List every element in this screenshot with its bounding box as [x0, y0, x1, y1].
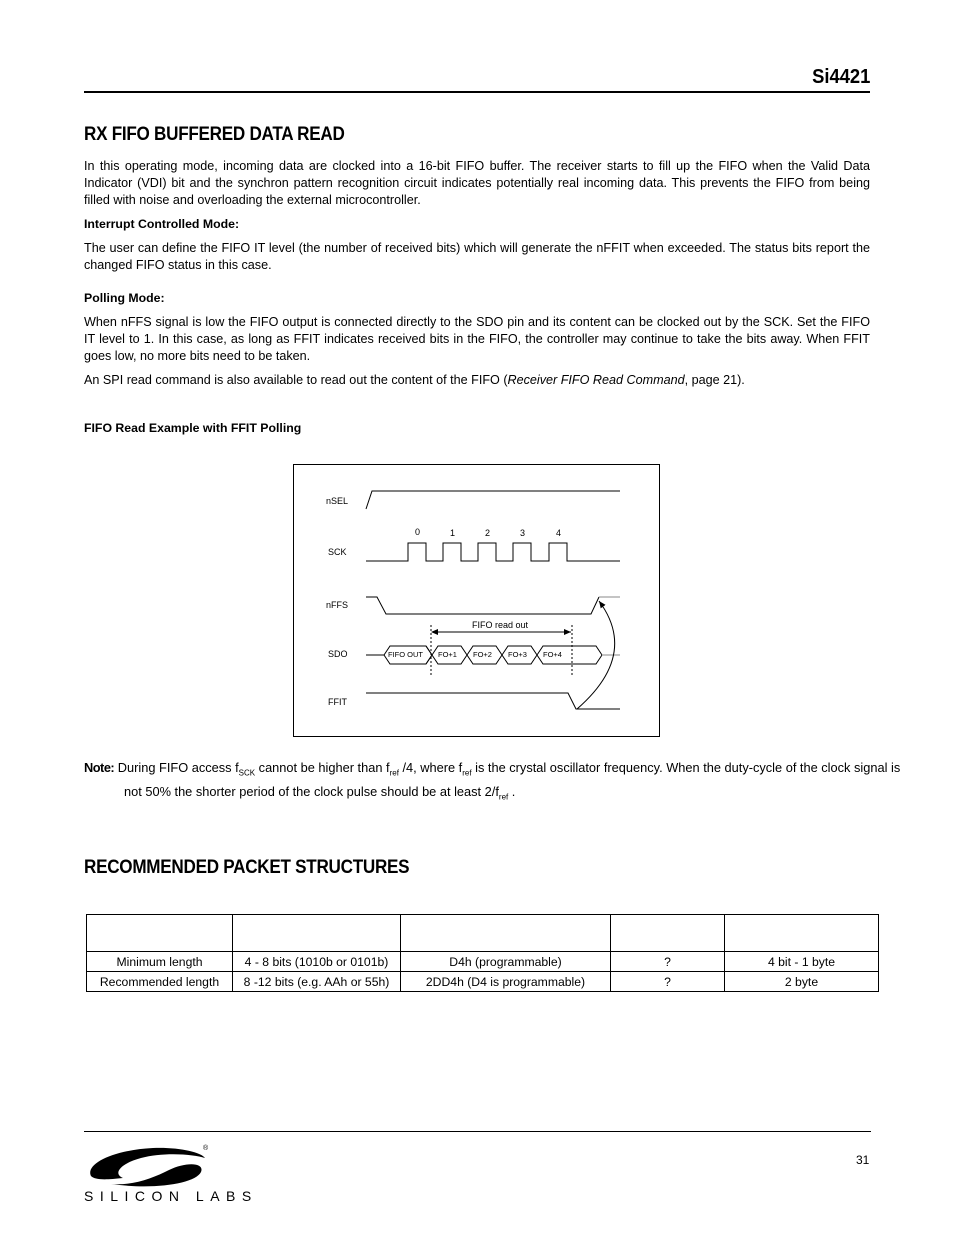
- spi-read-paragraph: [84, 372, 870, 389]
- interrupt-mode-heading: Interrupt Controlled Mode:: [84, 217, 240, 231]
- table-row: [87, 952, 879, 972]
- table-header-cell: [87, 915, 233, 952]
- interrupt-mode-paragraph: The user can define the FIFO IT level (the number of received bits) which will generate the nFFIT when exceeded. The status bits report the changed FIFO status in this case.: [84, 241, 870, 272]
- table-cell: 4 bit - 1 byte: [725, 952, 879, 972]
- note-part: During FIFO access f: [114, 760, 239, 775]
- sdo-label-fo4: FO+4: [543, 650, 562, 659]
- packet-structure-table: [86, 914, 879, 992]
- example-heading: FIFO Read Example with FFIT Polling: [84, 421, 302, 435]
- sdo-label-fifo-out: FIFO OUT: [388, 650, 423, 659]
- logo-swoosh-bottom: [111, 1164, 202, 1186]
- nffs-waveform: [366, 597, 599, 614]
- polling-mode-heading: Polling Mode:: [84, 291, 165, 305]
- signal-label-sdo: SDO: [328, 649, 348, 659]
- table-cell: Minimum length: [87, 952, 233, 972]
- signal-label-sck: SCK: [328, 547, 347, 557]
- spi-text-pre: An SPI read command is also available to read out the content of the FIFO (: [84, 373, 508, 387]
- header-rule: [84, 91, 870, 93]
- section-heading-packet-structures: RECOMMENDED PACKET STRUCTURES: [84, 857, 410, 878]
- table-cell: 8 -12 bits (e.g. AAh or 55h): [233, 972, 401, 992]
- footer-rule: [84, 1131, 871, 1132]
- table-cell: 2DD4h (D4 is programmable): [401, 972, 611, 992]
- sdo-label-fo2: FO+2: [473, 650, 492, 659]
- spi-text-post: , page 21).: [684, 373, 745, 387]
- section-heading-rx-fifo: RX FIFO BUFFERED DATA READ: [84, 124, 345, 145]
- page-number: 31: [856, 1153, 870, 1167]
- clock-label-3: 3: [520, 528, 526, 538]
- note-part: /4, where f: [398, 760, 463, 775]
- timing-diagram: [293, 464, 660, 737]
- note-text: [84, 759, 914, 806]
- table-cell: ?: [611, 972, 725, 992]
- table-cell: 4 - 8 bits (1010b or 0101b): [233, 952, 401, 972]
- nsel-waveform: [366, 491, 620, 509]
- polling-mode-paragraph: When nFFS signal is low the FIFO output is connected directly to the SDO pin and its content can be clocked out by the SCK. Set the FIFO IT level to 1. In this case, as long as FFIT indicates received bits in the FIFO, the controller may continue to take the bits away. When FFIT goes low, no more bits need to be taken.: [84, 315, 870, 363]
- note-subscript: SCK: [238, 768, 256, 778]
- signal-label-ffit: FFIT: [328, 697, 347, 707]
- note-subscript: ref: [498, 792, 509, 802]
- spi-command-reference[interactable]: Receiver FIFO Read Command: [507, 373, 685, 387]
- sdo-label-fo3: FO+3: [508, 650, 527, 659]
- sck-waveform: [366, 543, 620, 561]
- signal-label-nsel: nSEL: [326, 496, 349, 506]
- note-part: cannot be higher than f: [255, 760, 390, 775]
- table-header-cell: [401, 915, 611, 952]
- table-cell: ?: [611, 952, 725, 972]
- clock-label-4: 4: [556, 528, 562, 538]
- table-header-cell: [611, 915, 725, 952]
- note-part: is the crystal oscillator frequency. When the duty-cycle of the clock signal is not 50% the shorter period of the clock pulse should be at least 2/f: [124, 760, 901, 799]
- table-header-row: [87, 915, 879, 952]
- timing-diagram-svg: [294, 465, 659, 736]
- note-part: .: [508, 783, 516, 799]
- fifo-readout-label: FIFO read out: [472, 620, 529, 630]
- signal-label-nffs: nFFS: [326, 600, 349, 610]
- logo-text: SILICON LABS: [84, 1188, 258, 1204]
- clock-label-0: 0: [415, 527, 421, 537]
- table-cell: D4h (programmable): [401, 952, 611, 972]
- ffit-waveform: [366, 693, 620, 709]
- note-label: Note:: [84, 760, 115, 775]
- table-cell: 2 byte: [725, 972, 879, 992]
- table-header-cell: [725, 915, 879, 952]
- sdo-label-fo1: FO+1: [438, 650, 457, 659]
- intro-paragraph: In this operating mode, incoming data are clocked into a 16-bit FIFO buffer. The receiver starts to fill up the FIFO when the Valid Data Indicator (VDI) bit and the synchron pattern recognition circuit indicates potentially real incoming data. This prevents the FIFO from being filled with noise and overloading the external microcontroller.: [84, 159, 870, 207]
- document-title: Si4421: [811, 66, 870, 88]
- table-row: [87, 972, 879, 992]
- note-subscript: ref: [389, 768, 399, 778]
- clock-label-2: 2: [485, 528, 491, 538]
- registered-mark: ®: [203, 1145, 209, 1152]
- clock-label-1: 1: [450, 528, 456, 538]
- table-cell: Recommended length: [87, 972, 233, 992]
- note-subscript: ref: [462, 768, 472, 778]
- table-header-cell: [233, 915, 401, 952]
